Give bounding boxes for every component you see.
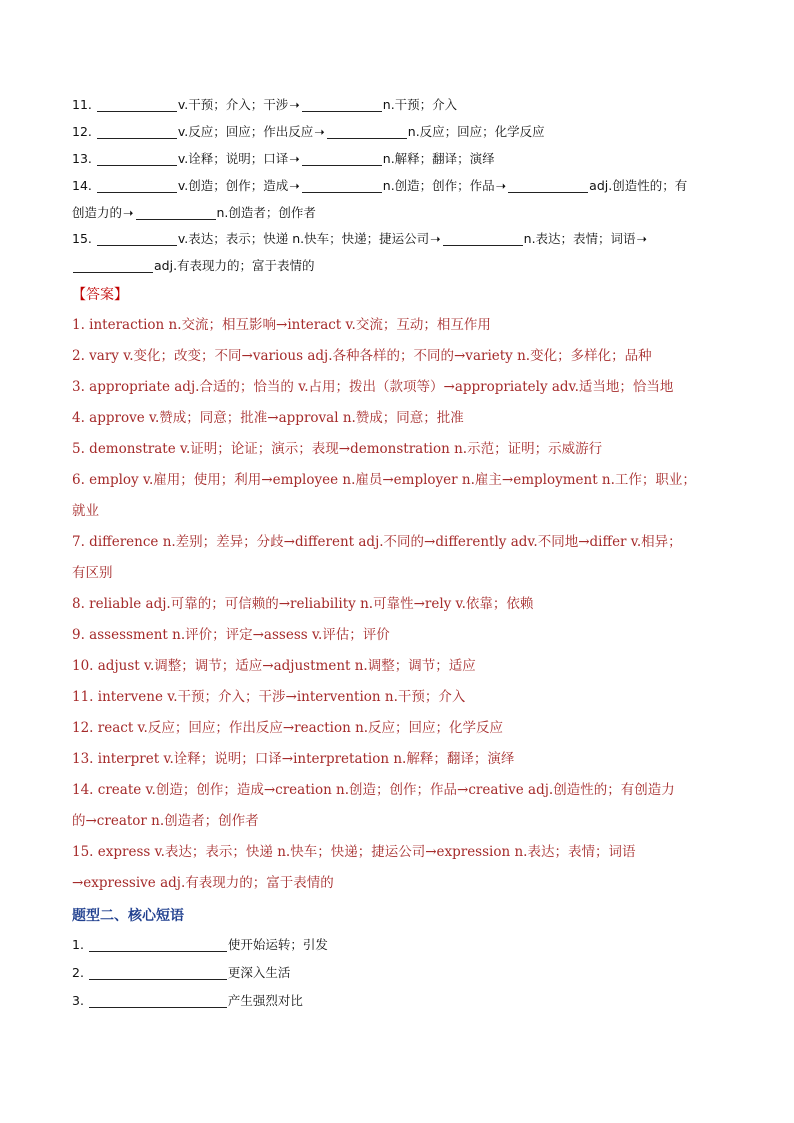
- answer-blank[interactable]: [97, 178, 177, 193]
- answer-line: 8. reliable adj.可靠的；可信赖的→reliability n.可靠性→rely v.依靠；依赖: [72, 596, 534, 613]
- answer-blank[interactable]: [302, 151, 382, 166]
- answer-header: 【答案】: [72, 287, 128, 304]
- exercise-line-14-cont: [72, 200, 732, 227]
- item-number: 13.: [72, 150, 92, 166]
- definition-text: n.创造者；创作者: [216, 204, 316, 220]
- document-content: [72, 92, 732, 1015]
- definition-text: n.干预；介入: [382, 97, 458, 112]
- item-number: 11.: [72, 97, 92, 112]
- exercise-line-14: [72, 173, 732, 200]
- answer-blank[interactable]: [327, 124, 407, 139]
- exercise-line-15: [72, 226, 732, 253]
- answer-blank[interactable]: [302, 97, 382, 112]
- answer-line: 3. appropriate adj.合适的；恰当的 v.占用；拨出（款项等）→appropriately adv.适当地；恰当地: [72, 379, 674, 396]
- arrow-icon: ➝: [636, 231, 648, 247]
- definition-text: v.创造；创作；造成: [177, 177, 289, 193]
- answer-blank[interactable]: [508, 178, 588, 193]
- answer-blank[interactable]: [73, 258, 153, 273]
- answer-line: 1. interaction n.交流；相互影响→interact v.交流；互动；相互作用: [72, 317, 491, 334]
- answer-blank[interactable]: [89, 937, 227, 952]
- exercise-line-11: [72, 92, 732, 119]
- definition-text: v.干预；介入；干涉: [177, 97, 289, 112]
- phrase-meaning: 使开始运转；引发: [227, 937, 328, 953]
- arrow-icon: ➝: [289, 97, 300, 112]
- phrase-meaning: 产生强烈对比: [227, 993, 303, 1009]
- item-number: 12.: [72, 123, 92, 139]
- phrase-item: [72, 931, 732, 959]
- arrow-icon: ➝: [314, 123, 325, 139]
- item-number: 3.: [72, 993, 84, 1009]
- answer-blank[interactable]: [89, 965, 227, 980]
- exercise-line-13: [72, 146, 732, 173]
- answer-line: 10. adjust v.调整；调节；适应→adjustment n.调整；调节；适应: [72, 658, 476, 675]
- answer-blank[interactable]: [97, 124, 177, 139]
- item-number: 14.: [72, 177, 92, 193]
- answer-line: 6. employ v.雇用；使用；利用→employee n.雇员→employer n.雇主→employment n.工作；职业；: [72, 472, 696, 489]
- arrow-icon: ➝: [495, 177, 507, 193]
- answer-line: 14. create v.创造；创作；造成→creation n.创造；创作；作品→creative adj.创造性的；有创造力: [72, 782, 675, 799]
- answer-line: 2. vary v.变化；改变；不同→various adj.各种各样的；不同的→variety n.变化；多样化；品种: [72, 348, 652, 365]
- definition-text: v.表达；表示；快递 n.快车；快递；捷运公司: [177, 231, 430, 247]
- definition-text: adj.创造性的；有: [589, 177, 688, 193]
- phrase-meaning: 更深入生活: [227, 965, 291, 981]
- exercise-line-15-cont: [72, 253, 732, 280]
- answer-blank[interactable]: [97, 97, 177, 112]
- exercise-line-12: [72, 119, 732, 146]
- arrow-icon: ➝: [289, 177, 300, 193]
- arrow-icon: ➝: [430, 231, 441, 247]
- answer-line-cont: 的→creator n.创造者；创作者: [72, 813, 259, 830]
- answer-line-cont: 就业: [72, 503, 99, 520]
- phrase-item: [72, 959, 732, 987]
- item-number: 2.: [72, 965, 84, 981]
- definition-text: 创造力的: [72, 204, 123, 220]
- answer-line: 15. express v.表达；表示；快递 n.快车；快递；捷运公司→expression n.表达；表情；词语: [72, 844, 636, 861]
- definition-text: n.反应；回应；化学反应: [407, 123, 545, 139]
- answer-line-cont: →expressive adj.有表现力的；富于表情的: [72, 875, 334, 892]
- answer-line: 13. interpret v.诠释；说明；口译→interpretation n.解释；翻译；演绎: [72, 751, 515, 768]
- answer-blank[interactable]: [97, 231, 177, 246]
- answer-line-cont: 有区别: [72, 565, 113, 582]
- phrase-item: [72, 987, 732, 1015]
- answer-blank[interactable]: [136, 205, 216, 220]
- answer-line: 4. approve v.赞成；同意；批准→approval n.赞成；同意；批准: [72, 410, 464, 427]
- definition-text: v.反应；回应；作出反应: [177, 123, 314, 139]
- answer-blank[interactable]: [443, 231, 523, 246]
- answer-line: 5. demonstrate v.证明；论证；演示；表现→demonstration n.示范；证明；示威游行: [72, 441, 603, 458]
- arrow-icon: ➝: [289, 150, 300, 166]
- item-number: 15.: [72, 231, 92, 247]
- item-number: 1.: [72, 937, 84, 953]
- definition-text: n.创造；创作；作品: [382, 177, 495, 193]
- definition-text: n.表达；表情；词语: [523, 231, 636, 247]
- answer-blank[interactable]: [302, 178, 382, 193]
- definition-text: v.诠释；说明；口译: [177, 150, 289, 166]
- definition-text: n.解释；翻译；演绎: [382, 150, 495, 166]
- answer-line: 7. difference n.差别；差异；分歧→different adj.不同的→differently adv.不同地→differ v.相异；: [72, 534, 682, 551]
- arrow-icon: ➝: [123, 204, 134, 220]
- answer-blank[interactable]: [97, 151, 177, 166]
- answer-line: 11. intervene v.干预；介入；干涉→intervention n.干预；介入: [72, 689, 466, 706]
- section-title: 题型二、核心短语: [72, 908, 184, 925]
- answer-line: 9. assessment n.评价；评定→assess v.评估；评价: [72, 627, 390, 644]
- answer-blank[interactable]: [89, 993, 227, 1008]
- definition-text: adj.有表现力的；富于表情的: [154, 258, 315, 274]
- answer-line: 12. react v.反应；回应；作出反应→reaction n.反应；回应；化学反应: [72, 720, 504, 737]
